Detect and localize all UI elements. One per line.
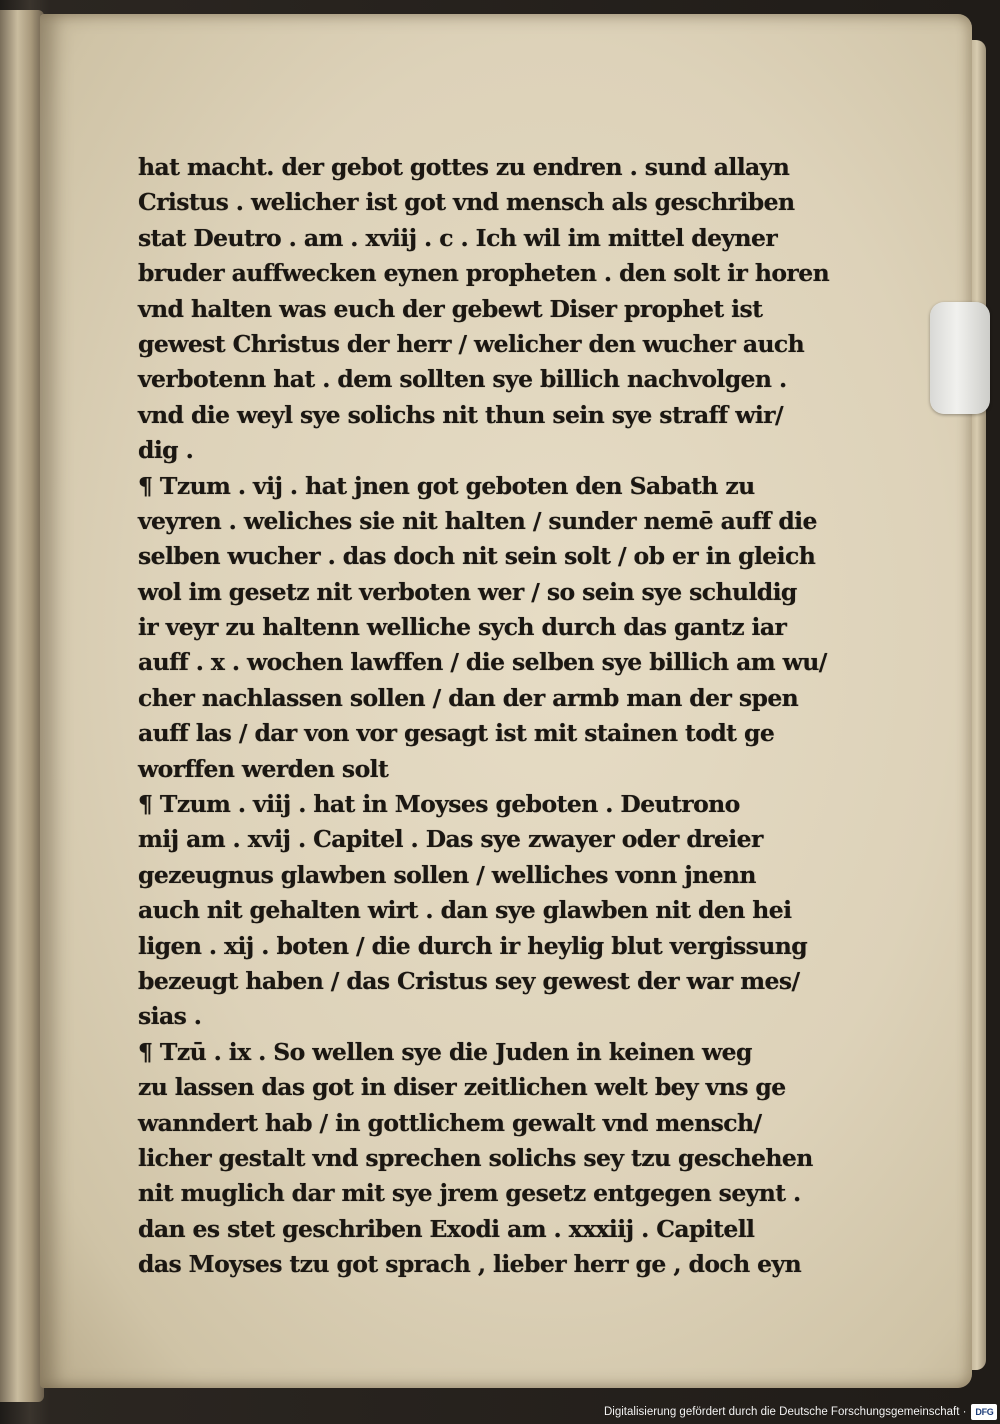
text-line: cher nachlassen sollen / dan der armb man der spen [138, 683, 799, 712]
text-line: bruder auffwecken eynen propheten . den solt ir horen [138, 259, 830, 288]
text-line: dig . [138, 436, 194, 465]
text-line: selben wucher . das doch nit sein solt / ob er in gleich [138, 542, 816, 571]
text-line: ir veyr zu haltenn welliche sych durch das gantz iar [138, 613, 787, 642]
text-line: ¶ Tzū . ix . So wellen sye die Juden in keinen weg [138, 1037, 752, 1066]
text-line: auff . x . wochen lawffen / die selben sye billich am wu/ [138, 648, 827, 677]
text-line: gewest Christus der herr / welicher den wucher auch [138, 329, 805, 358]
text-line: verbotenn hat . dem sollten sye billich nachvolgen . [138, 365, 787, 394]
footer-credit: Digitalisierung gefördert durch die Deutsche Forschungsgemeinschaft · [604, 1406, 967, 1418]
text-line: dan es stet geschriben Exodi am . xxxiij . Capitell [138, 1214, 755, 1243]
text-line: sias . [138, 1002, 202, 1031]
text-line: nit muglich dar mit sye jrem gesetz entgegen seynt . [138, 1179, 801, 1208]
text-line: vnd halten was euch der gebewt Diser prophet ist [138, 294, 763, 323]
page-text [138, 150, 830, 1283]
text-line: Cristus . welicher ist got vnd mensch als geschriben [138, 188, 795, 217]
text-line: worffen werden solt [138, 754, 389, 783]
text-line: auch nit gehalten wirt . dan sye glawben nit den hei [138, 896, 792, 925]
text-line: veyren . weliches sie nit halten / sunder nemē auff die [138, 506, 817, 535]
text-line: gezeugnus glawben sollen / welliches vonn jnenn [138, 860, 756, 889]
text-line: bezeugt haben / das Cristus sey gewest der war mes/ [138, 966, 800, 995]
page-marker-tab [930, 302, 990, 414]
text-line: stat Deutro . am . xviij . c . Ich wil im mittel deyner [138, 223, 778, 252]
text-line: wanndert hab / in gottlichem gewalt vnd mensch/ [138, 1108, 762, 1137]
dfg-logo [971, 1404, 997, 1420]
text-line: ¶ Tzum . viij . hat in Moyses geboten . Deutrono [138, 790, 740, 819]
text-line: mij am . xvij . Capitel . Das sye zwayer oder dreier [138, 825, 763, 854]
left-page-edge [0, 10, 44, 1402]
text-line: wol im gesetz nit verboten wer / so sein sye schuldig [138, 577, 797, 606]
text-line: vnd die weyl sye solichs nit thun sein sye straff wir/ [138, 400, 783, 429]
text-line: ¶ Tzum . vij . hat jnen got geboten den Sabath zu [138, 471, 755, 500]
text-line: zu lassen das got in diser zeitlichen welt bey vns ge [138, 1073, 786, 1102]
dfg-logo-text: DFG [975, 1407, 994, 1417]
text-line: ligen . xij . boten / die durch ir heylig blut vergissung [138, 931, 808, 960]
text-line: licher gestalt vnd sprechen solichs sey tzu geschehen [138, 1143, 813, 1172]
text-line: auff las / dar von vor gesagt ist mit stainen todt ge [138, 719, 775, 748]
footer [604, 1400, 997, 1424]
text-line: hat macht. der gebot gottes zu endren . sund allayn [138, 153, 790, 181]
text-line: das Moyses tzu got sprach , lieber herr ge , doch eyn [138, 1250, 802, 1279]
